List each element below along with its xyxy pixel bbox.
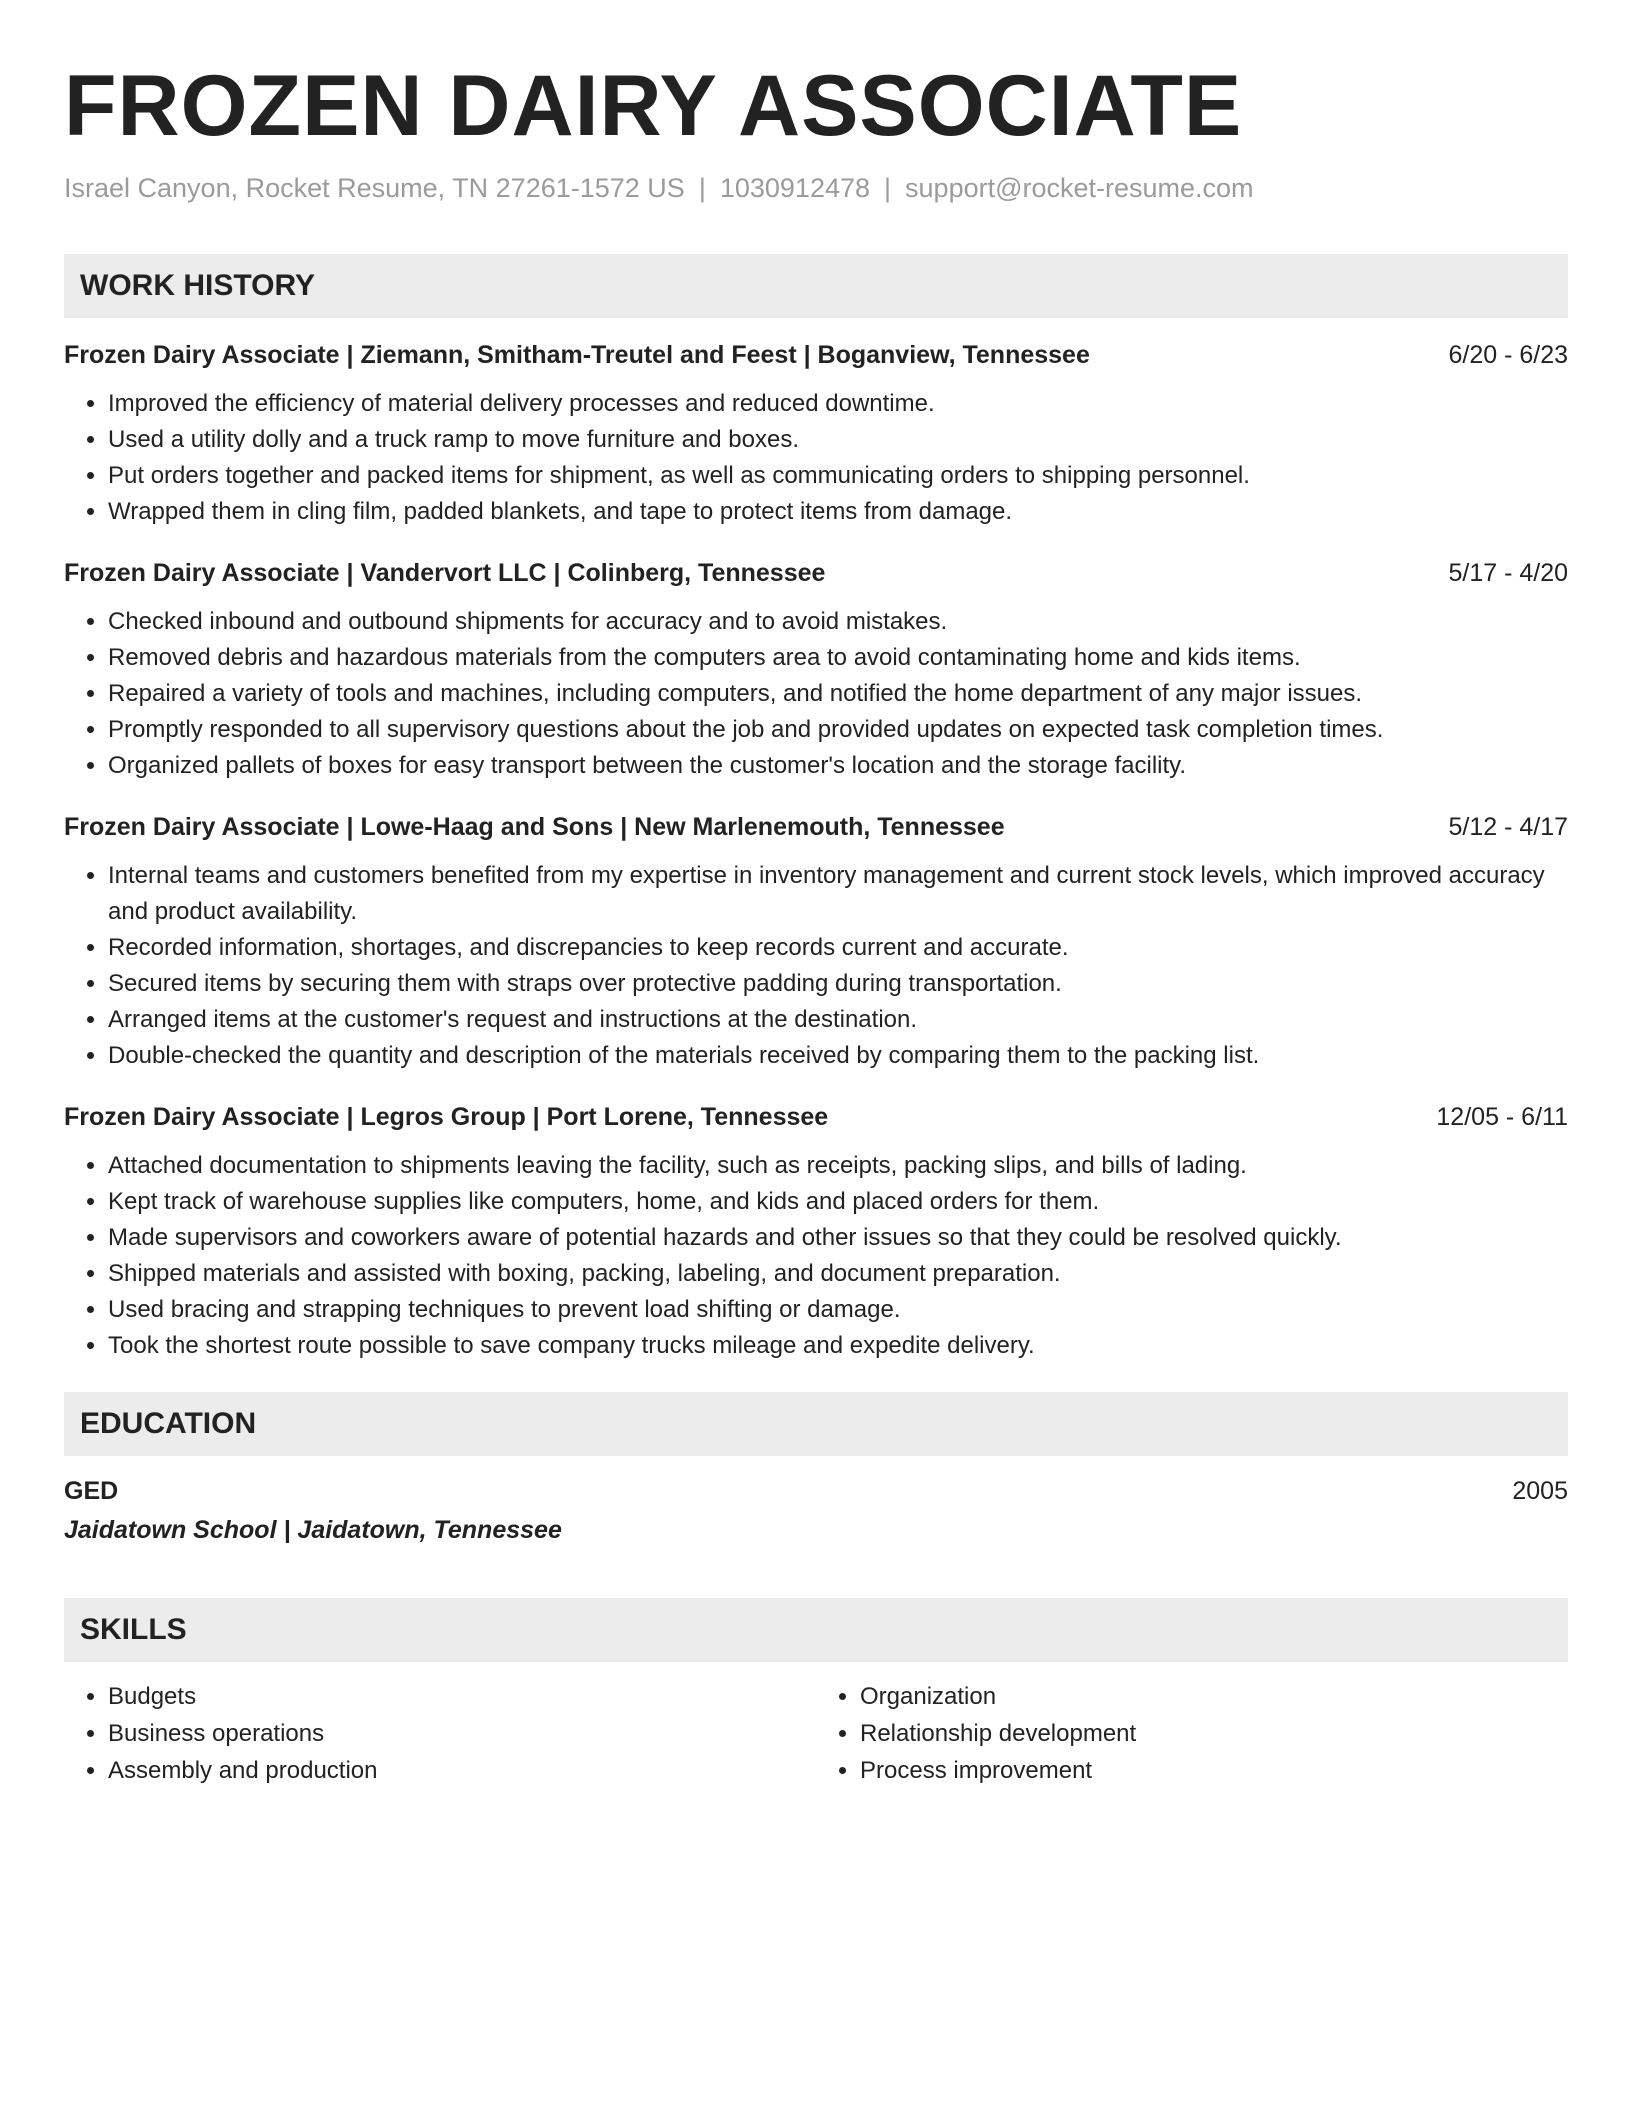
bullet-item: • Used a utility dolly and a truck ramp to move furniture and boxes. [108, 422, 1568, 458]
job-dates: 5/12 - 4/17 [1448, 813, 1568, 841]
job-dates: 5/17 - 4/20 [1448, 559, 1568, 587]
job-dates: 6/20 - 6/23 [1448, 341, 1568, 369]
bullet-item: • Improved the efficiency of material delivery processes and reduced downtime. [108, 386, 1568, 422]
skill-item: • Business operations [108, 1715, 816, 1752]
bullet-item: • Put orders together and packed items for shipment, as well as communicating orders to shipping personnel. [108, 458, 1568, 494]
job-entry [64, 810, 1568, 1074]
education-heading: EDUCATION [64, 1392, 1568, 1456]
job-title: Frozen Dairy Associate | Ziemann, Smitham-Treutel and Feest | Boganview, Tennessee [64, 341, 1090, 369]
separator: | [884, 173, 892, 203]
bullet-item: • Double-checked the quantity and description of the materials received by comparing them to the packing list. [108, 1038, 1568, 1074]
contact-line [64, 170, 1568, 206]
bullet-item: • Promptly responded to all supervisory questions about the job and provided updates on expected task completion times. [108, 712, 1568, 748]
bullet-item: • Used bracing and strapping techniques to prevent load shifting or damage. [108, 1292, 1568, 1328]
email: support@rocket-resume.com [905, 173, 1254, 203]
skill-item: • Assembly and production [108, 1752, 816, 1789]
bullet-item: • Recorded information, shortages, and discrepancies to keep records current and accurate. [108, 930, 1568, 966]
separator: | [698, 173, 706, 203]
work-history-heading: WORK HISTORY [64, 254, 1568, 318]
skill-item: • Organization [860, 1678, 1568, 1715]
job-bullets [64, 386, 1568, 530]
skills-column-left [64, 1678, 816, 1789]
bullet-item: • Wrapped them in cling film, padded blankets, and tape to protect items from damage. [108, 494, 1568, 530]
education-entry [64, 1474, 1568, 1550]
job-title: Frozen Dairy Associate | Lowe-Haag and Sons | New Marlenemouth, Tennessee [64, 813, 1005, 841]
bullet-item: • Organized pallets of boxes for easy transport between the customer's location and the storage facility. [108, 748, 1568, 784]
bullet-item: • Attached documentation to shipments leaving the facility, such as receipts, packing slips, and bills of lading. [108, 1148, 1568, 1184]
resume-page [64, 56, 1568, 1789]
job-entry [64, 556, 1568, 784]
job-title: Frozen Dairy Associate | Vandervort LLC | Colinberg, Tennessee [64, 559, 826, 587]
job-entry [64, 338, 1568, 530]
bullet-item: • Internal teams and customers benefited from my expertise in inventory management and current stock levels, which improved accuracy and product availability. [108, 858, 1568, 930]
bullet-item: • Made supervisors and coworkers aware of potential hazards and other issues so that they could be resolved quickly. [108, 1220, 1568, 1256]
job-entry [64, 1100, 1568, 1364]
bullet-item: • Secured items by securing them with straps over protective padding during transportation. [108, 966, 1568, 1002]
degree: GED [64, 1477, 119, 1505]
address: Israel Canyon, Rocket Resume, TN 27261-1572 US [64, 173, 685, 203]
skill-item: • Process improvement [860, 1752, 1568, 1789]
bullet-item: • Shipped materials and assisted with boxing, packing, labeling, and document preparation. [108, 1256, 1568, 1292]
job-dates: 12/05 - 6/11 [1436, 1103, 1568, 1131]
skills-list [64, 1678, 1568, 1789]
job-bullets [64, 1148, 1568, 1364]
job-bullets [64, 604, 1568, 784]
phone: 1030912478 [719, 173, 871, 203]
bullet-item: • Took the shortest route possible to save company trucks mileage and expedite delivery. [108, 1328, 1568, 1364]
job-title: Frozen Dairy Associate | Legros Group | Port Lorene, Tennessee [64, 1103, 829, 1131]
school-name: Jaidatown School | Jaidatown, Tennessee [64, 1516, 562, 1544]
skills-heading: SKILLS [64, 1598, 1568, 1662]
skill-item: • Budgets [108, 1678, 816, 1715]
candidate-name: FROZEN DAIRY ASSOCIATE [64, 58, 1243, 154]
graduation-year: 2005 [1512, 1477, 1568, 1505]
bullet-item: • Arranged items at the customer's request and instructions at the destination. [108, 1002, 1568, 1038]
bullet-item: • Checked inbound and outbound shipments for accuracy and to avoid mistakes. [108, 604, 1568, 640]
skill-item: • Relationship development [860, 1715, 1568, 1752]
bullet-item: • Repaired a variety of tools and machines, including computers, and notified the home department of any major issues. [108, 676, 1568, 712]
skills-column-right [816, 1678, 1568, 1789]
job-bullets [64, 858, 1568, 1074]
bullet-item: • Kept track of warehouse supplies like computers, home, and kids and placed orders for them. [108, 1184, 1568, 1220]
bullet-item: • Removed debris and hazardous materials from the computers area to avoid contaminating home and kids items. [108, 640, 1568, 676]
